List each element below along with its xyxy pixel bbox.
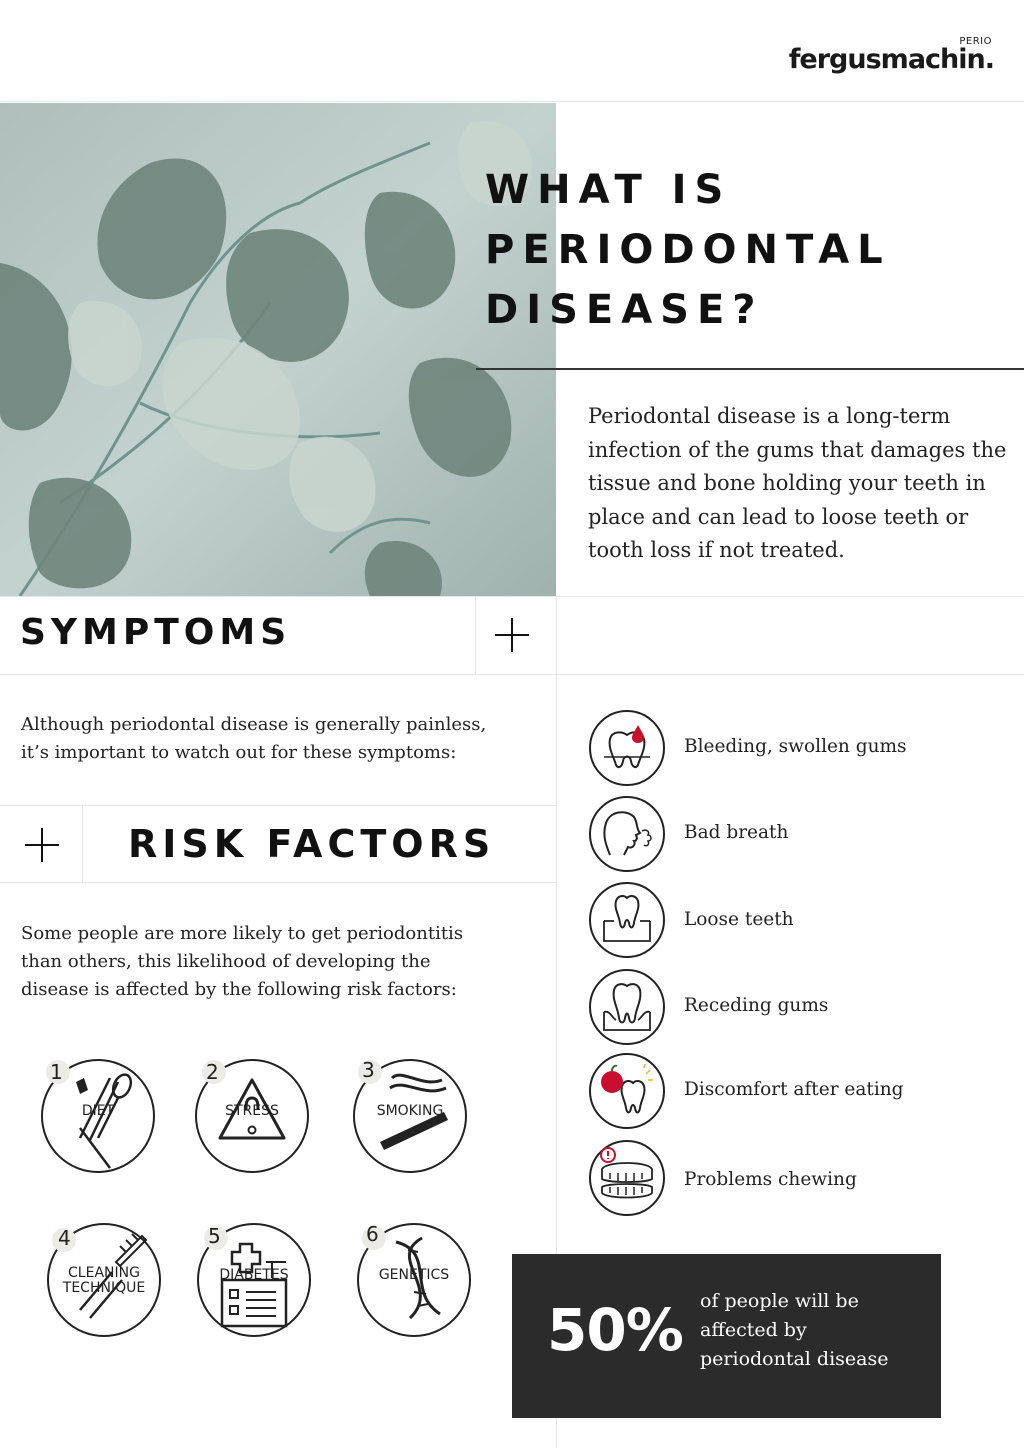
divider	[0, 805, 556, 806]
risk-factor-diet	[40, 1054, 160, 1174]
plus-icon[interactable]	[24, 827, 60, 863]
title-line: PERIODONTAL	[485, 227, 891, 273]
plus-icon[interactable]	[494, 617, 530, 653]
divider	[0, 882, 556, 883]
risk-lead-line: disease is affected by the following risk factors:	[21, 979, 457, 1000]
risk-lead-line: Some people are more likely to get periodontitis	[21, 923, 464, 944]
title-rule	[476, 368, 1024, 370]
brand-tag: PERIO	[959, 36, 992, 47]
brand-logo	[789, 36, 994, 73]
risk-factors-lead	[21, 920, 541, 1004]
symptoms-lead-line: Although periodontal disease is generally painless,	[21, 714, 487, 735]
divider	[82, 805, 83, 882]
divider	[0, 596, 1024, 597]
risk-factors-heading: RISK FACTORS	[128, 822, 496, 866]
risk-number: 2	[206, 1060, 219, 1084]
risk-factor-stress	[194, 1054, 314, 1174]
divider	[0, 101, 1024, 102]
risk-label-line: TECHNIQUE	[62, 1280, 146, 1296]
risk-number: 6	[366, 1222, 379, 1246]
risk-label-line: CLEANING	[68, 1265, 140, 1281]
risk-number: 5	[208, 1224, 221, 1248]
stat-line: affected by	[700, 1319, 807, 1341]
bleeding-gum-icon	[588, 709, 666, 787]
risk-factor-diabetes	[196, 1218, 316, 1338]
risk-number: 4	[58, 1226, 71, 1250]
risk-label: SMOKING	[376, 1103, 444, 1119]
stat-line: periodontal disease	[700, 1348, 889, 1370]
apple-tooth-icon	[588, 1052, 666, 1130]
chewing-teeth-icon	[588, 1139, 666, 1217]
page-title	[485, 160, 1015, 340]
symptom-label: Loose teeth	[684, 909, 794, 930]
title-line: DISEASE?	[485, 287, 764, 333]
intro-paragraph: Periodontal disease is a long-term infection of the gums that damages the tissue and bone holding your teeth in place and can lead to loose teeth or tooth loss if not treated.	[588, 404, 1007, 562]
risk-factor-genetics	[356, 1218, 476, 1338]
risk-label: STRESS	[225, 1103, 279, 1119]
risk-factor-cleaning-technique	[46, 1218, 166, 1338]
divider	[475, 596, 476, 674]
risk-factor-smoking	[352, 1054, 472, 1174]
hero-leaves-image	[0, 103, 556, 596]
symptom-label: Discomfort after eating	[684, 1079, 904, 1100]
stat-value: 50%	[547, 1296, 683, 1364]
risk-number: 1	[50, 1060, 63, 1084]
stat-line: of people will be	[700, 1290, 859, 1312]
risk-label: DIABETES	[219, 1267, 289, 1283]
symptom-label: Bleeding, swollen gums	[684, 736, 907, 757]
symptom-label: Bad breath	[684, 822, 789, 843]
symptoms-lead-line: it’s important to watch out for these symptoms:	[21, 742, 457, 763]
symptoms-lead	[21, 711, 541, 767]
stat-description	[700, 1287, 920, 1374]
divider	[0, 674, 1024, 675]
risk-number: 3	[362, 1058, 375, 1082]
brand-name: fergusmachin.	[788, 44, 994, 75]
bad-breath-icon	[588, 795, 666, 873]
title-line: WHAT IS	[485, 167, 732, 213]
receding-gums-icon	[588, 968, 666, 1046]
symptom-label: Problems chewing	[684, 1169, 857, 1190]
risk-label	[46, 1266, 162, 1296]
risk-label: GENETICS	[378, 1267, 450, 1283]
loose-tooth-icon	[588, 881, 666, 959]
symptoms-heading: SYMPTOMS	[20, 612, 292, 653]
risk-label: DIET	[81, 1103, 115, 1119]
symptom-label: Receding gums	[684, 995, 829, 1016]
risk-lead-line: than others, this likelihood of developing the	[21, 951, 431, 972]
